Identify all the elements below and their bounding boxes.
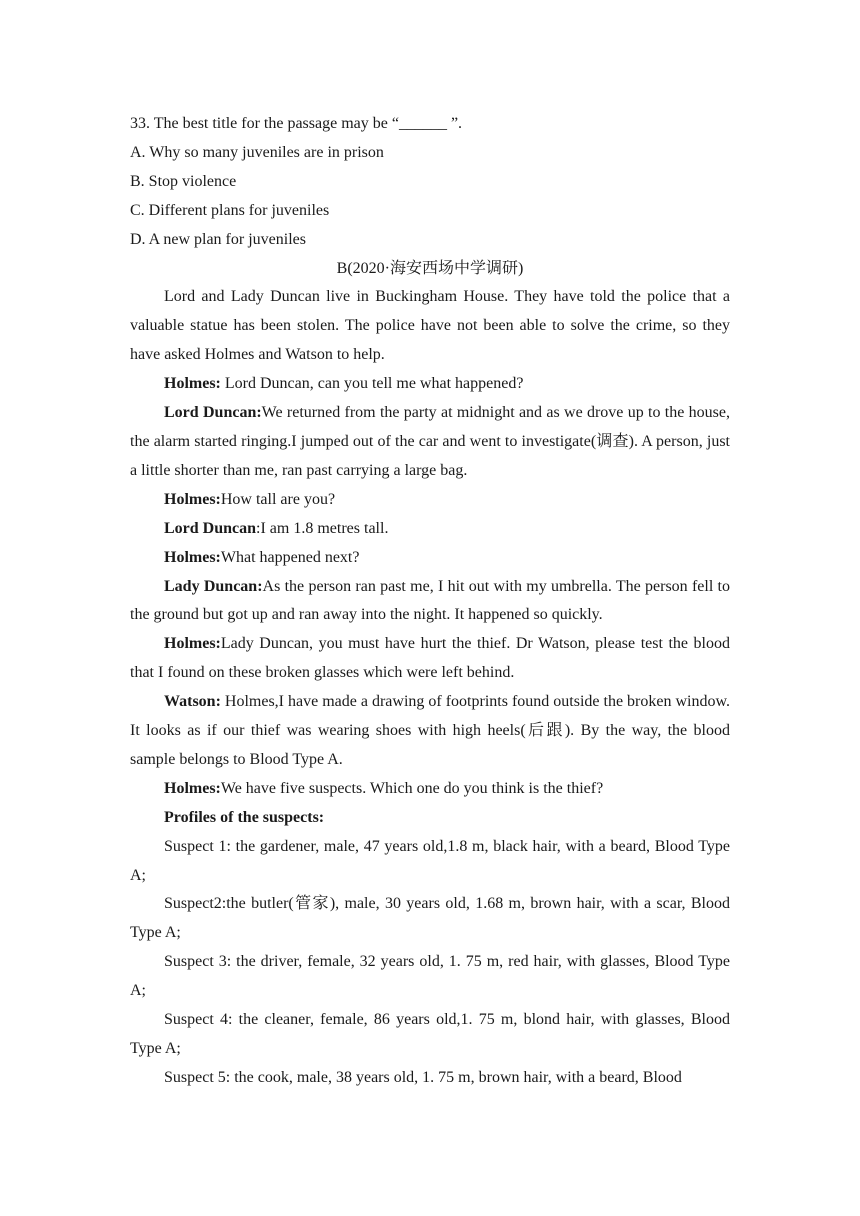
dialogue-text: What happened next? (220, 548, 360, 566)
dialogue-text: Lord Duncan, can you tell me what happened? (224, 375, 524, 393)
suspect-profile: Suspect 4: the cleaner, female, 86 years old,1. 75 m, blond hair, with glasses, Blood Type A; (130, 1011, 730, 1057)
profiles-heading (130, 804, 730, 833)
intro-paragraph: Lord and Lady Duncan live in Buckingham House. They have told the police that a valuable statue has been stolen. The police have not been able to solve the crime, so they have asked Holmes and Watson to help. (130, 288, 730, 364)
question-33 (130, 110, 730, 255)
speaker-label: Holmes: (164, 635, 221, 653)
speaker-label: Holmes: (164, 779, 221, 797)
dialogue-line (130, 630, 730, 688)
profiles-heading-text: Profiles of the suspects: (164, 808, 325, 826)
speaker-label: Lady Duncan: (164, 577, 263, 595)
speaker-label: Lord Duncan (164, 519, 257, 537)
question-stem: 33. The best title for the passage may be “______ ”. (130, 115, 463, 132)
speaker-label: Lord Duncan: (164, 404, 262, 422)
dialogue-line (130, 688, 730, 775)
section-heading: B(2020·海安西场中学调研) (336, 259, 524, 277)
dialogue-line (130, 544, 730, 573)
suspect-profile: Suspect 1: the gardener, male, 47 years old,1.8 m, black hair, with a beard, Blood Type A; (130, 837, 730, 884)
speaker-label: Holmes: (164, 375, 225, 393)
dialogue-line (130, 573, 730, 631)
document-page (130, 110, 730, 1093)
option-b: B. Stop violence (130, 172, 237, 190)
dialogue-text: We have five suspects. Which one do you think is the thief? (220, 779, 604, 797)
speaker-label: Watson: (164, 693, 225, 711)
option-a: A. Why so many juveniles are in prison (130, 143, 384, 161)
dialogue-line (130, 775, 730, 804)
dialogue-text: Holmes,I have made a drawing of footprints found outside the broken window. It looks as if our thief was wearing shoes with high heels(后跟). By the way, the blood sample belongs to Blood Type A. (130, 693, 730, 768)
suspect-profile: Suspect 5: the cook, male, 38 years old, 1. 75 m, brown hair, with a beard, Blood (164, 1068, 682, 1086)
dialogue-line (130, 370, 730, 399)
dialogue-line (130, 515, 730, 544)
option-c: C. Different plans for juveniles (130, 201, 330, 219)
dialogue-text: Lady Duncan, you must have hurt the thief. Dr Watson, please test the blood that I found on these broken glasses which were left behind. (130, 635, 730, 682)
dialogue-text: :I am 1.8 metres tall. (256, 519, 389, 537)
speaker-label: Holmes: (164, 490, 221, 508)
dialogue-text: As the person ran past me, I hit out with my umbrella. The person fell to the ground but got up and ran away into the night. It happened so quickly. (130, 577, 731, 624)
speaker-label: Holmes: (164, 548, 221, 566)
suspect-profile: Suspect 3: the driver, female, 32 years old, 1. 75 m, red hair, with glasses, Blood Type A; (130, 953, 730, 1000)
dialogue-line (130, 486, 730, 515)
dialogue-text: We returned from the party at midnight and as we drove up to the house, the alarm started ringing.I jumped out of the car and went to investigate(调查). A person, just a little shorter than me, ran past carrying a large bag. (130, 404, 730, 479)
suspect-profile: Suspect2:the butler(管家), male, 30 years old, 1.68 m, brown hair, with a scar, Blood Type A; (130, 895, 730, 942)
dialogue-text: How tall are you? (220, 490, 336, 508)
dialogue-line (130, 399, 730, 486)
option-d: D. A new plan for juveniles (130, 230, 306, 248)
